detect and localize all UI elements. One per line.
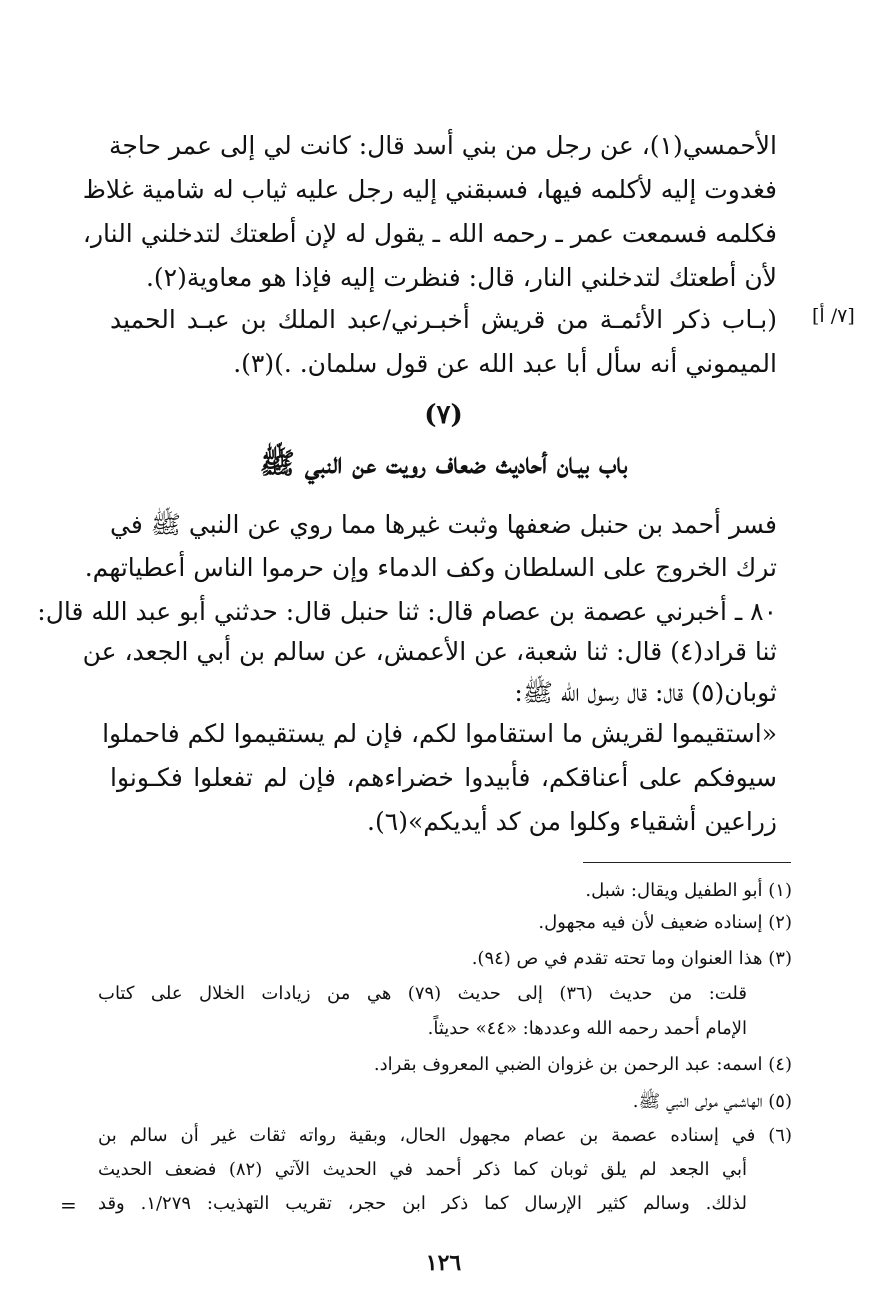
footnote: لذلك. وسالم كثير الإرسال كما ذكر ابن حجر، تقريب التهذيب: ١/٢٧٩. وقد	[98, 1193, 747, 1214]
footnote: أبي الجعد لم يلق ثوبان كما ذكر أحمد في الحديث الآتي (٨٢) فضعف الحديث	[98, 1159, 747, 1180]
text-line: الميموني أنه سأل أبا عبد الله عن قول سلمان. .)(٣).	[233, 349, 777, 378]
chapter-number: (٧)	[424, 400, 463, 430]
footnote-note: قلت: من حديث (٣٦) إلى حديث (٧٩) هي من زيادات الخلال على كتاب	[98, 983, 747, 1004]
hadith-quote-line: «استقيموا لقريش ما استقاموا لكم، فإن لم يستقيموا لكم فاحملوا	[102, 719, 777, 748]
footnote-note: الإمام أحمد رحمه الله وعددها: «٤٤» حديثاً.	[427, 1018, 747, 1039]
footnote: (٢) إسناده ضعيف لأن فيه مجهول.	[538, 912, 792, 933]
page-number: ١٢٦	[425, 1250, 462, 1276]
text-line: (بـاب ذكر الأئمـة من قريش أخبـرني/عبد الملك بن عبـد الحميد	[110, 305, 777, 334]
text-line: لأن أطعتك لتدخلني النار، قال: فنظرت إليه فإذا هو معاوية(٢).	[145, 263, 777, 292]
hadith-line: ٨٠ ـ أخبرني عصمة بن عصام قال: ثنا حنبل قال: حدثني أبو عبد الله قال:	[37, 597, 777, 626]
hadith-line: ثوبان(٥) قال: قال رسول الله ﷺ:	[514, 678, 777, 707]
text-line: الأحمسي(١)، عن رجل من بني أسد قال: كانت لي إلى عمر حاجة	[108, 131, 777, 160]
footnote: (٣) هذا العنوان وما تحته تقدم في ص (٩٤).	[471, 948, 792, 969]
hadith-line: ثنا قراد(٤) قال: ثنا شعبة، عن الأعمش، عن سالم بن أبي الجعد، عن	[82, 637, 777, 666]
intro-line: ترك الخروج على السلطان وكف الدماء وإن حرموا الناس أعطياتهم.	[84, 553, 777, 582]
text-line: فكلمه فسمعت عمر ـ رحمه الله ـ يقول له لإن أطعتك لتدخلني النار،	[82, 219, 777, 248]
footnote-separator	[583, 862, 791, 863]
footnote: (٤) اسمه: عبد الرحمن بن غزوان الضبي المعروف بقراد.	[373, 1054, 792, 1075]
manuscript-folio-note: [٧/ أ]	[812, 305, 855, 327]
hadith-quote-line: زراعين أشقياء وكلوا من كد أيديكم»(٦).	[367, 807, 777, 836]
text-line: فغدوت إليه لأكلمه فيها، فسبقني إليه رجل عليه ثياب له شامية غلاظ	[82, 175, 777, 204]
intro-line: فسر أحمد بن حنبل ضعفها وثبت غيرها مما روي عن النبي ﷺ في	[110, 510, 777, 539]
footnote: (١) أبو الطفيل ويقال: شبل.	[585, 880, 792, 901]
footnote: (٦) في إسناده عصمة بن عصام مجهول الحال، وبقية رواته ثقات غير أن سالم بن	[98, 1125, 792, 1146]
footnote: (٥) الهاشمي مولى النبي ﷺ.	[632, 1091, 792, 1112]
hadith-quote-line: سيوفكم على أعناقكم، فأبيدوا خضراءهم، فإن لم تفعلوا فكـونوا	[110, 763, 777, 792]
chapter-title: باب بيـان أحاديث ضعاف رويت عن النبي ﷺ	[259, 446, 628, 480]
continuation-mark: =	[60, 1193, 77, 1217]
